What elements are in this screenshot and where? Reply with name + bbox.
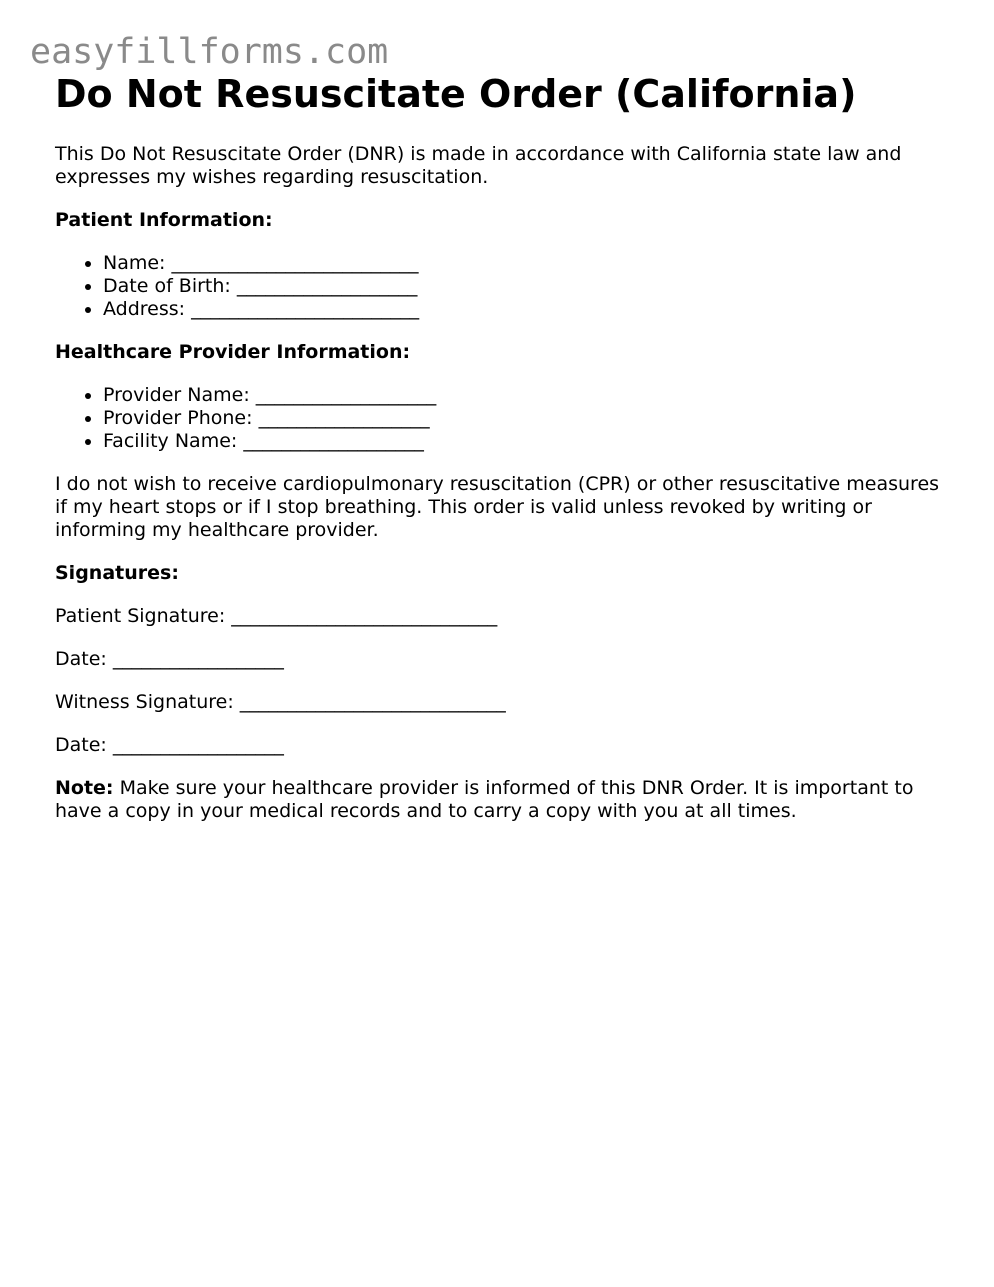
watermark: easyfillforms.com [30,32,389,72]
patient-address-field: • Address: ________________________ [103,298,955,321]
intro-paragraph: This Do Not Resuscitate Order (DNR) is made in accordance with California state law and expresses my wishes regarding resuscitation. [55,143,902,188]
document-page [55,70,955,823]
provider-info-list [55,384,955,453]
provider-info-heading: Healthcare Provider Information: [55,341,411,363]
patient-info-heading: Patient Information: [55,209,273,231]
patient-date-line: Date: __________________ [55,648,284,670]
note-text: Make sure your healthcare provider is informed of this DNR Order. It is important to have a copy in your medical records and to carry a copy with you at all times. [55,777,914,822]
provider-phone-field: • Provider Phone: __________________ [103,407,955,430]
dnr-statement: I do not wish to receive cardiopulmonary resuscitation (CPR) or other resuscitative measures if my heart stops or if I stop breathing. This order is valid unless revoked by writing or informing my healthcare provider. [55,473,940,541]
note-label: Note: [55,777,114,799]
document-title: Do Not Resuscitate Order (California) [55,72,857,116]
signatures-heading: Signatures: [55,562,179,584]
provider-name-field: • Provider Name: ___________________ [103,384,955,407]
patient-info-list [55,252,955,321]
note-paragraph [55,777,955,823]
patient-signature-line: Patient Signature: ____________________________ [55,605,498,627]
patient-name-field: • Name: __________________________ [103,252,955,275]
facility-name-field: • Facility Name: ___________________ [103,430,955,453]
witness-date-line: Date: __________________ [55,734,284,756]
witness-signature-line: Witness Signature: ____________________________ [55,691,506,713]
patient-dob-field: • Date of Birth: ___________________ [103,275,955,298]
